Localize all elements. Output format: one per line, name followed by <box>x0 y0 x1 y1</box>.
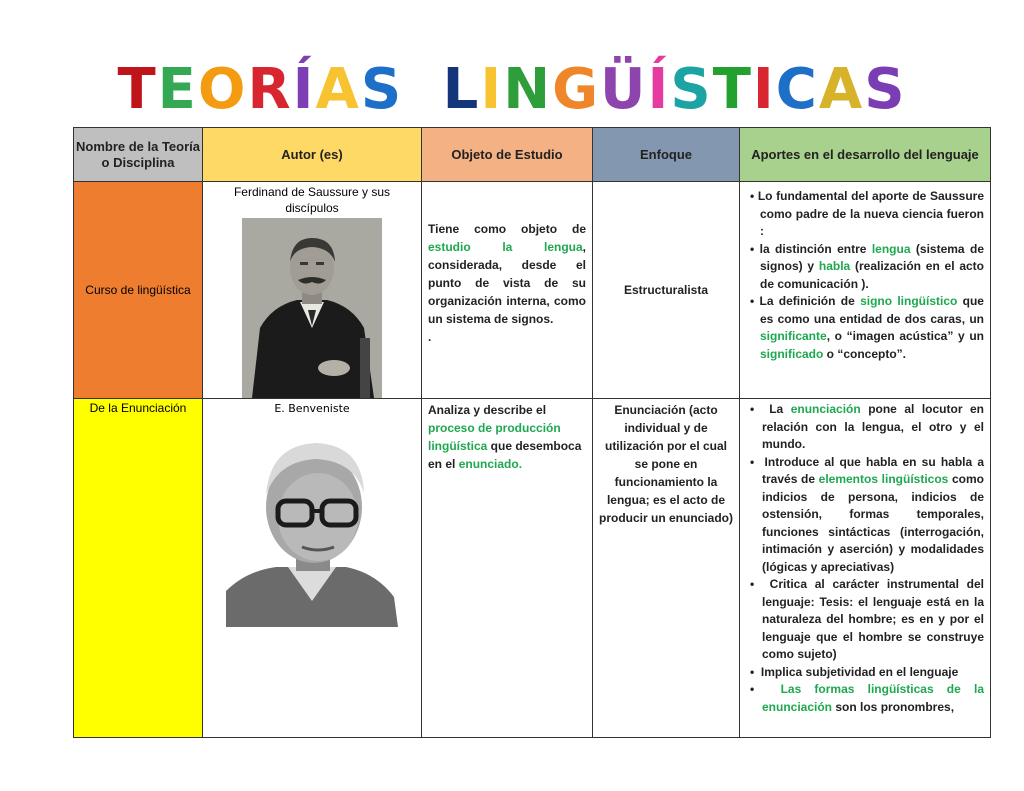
approach-text: Estructuralista <box>623 283 709 297</box>
contribution-text: Lo fundamental del aporte de Saussure como padre de la nueva ciencia fueron : <box>757 189 984 238</box>
page-title <box>0 54 1024 126</box>
contribution-text: Critica al carácter instrumental del lenguaje: Tesis: el lenguaje está en la naturaleza del hombre; es en y por el lenguaje que el hombre se construye como sujeto) <box>762 577 985 661</box>
object-text-part: que desemboca en el <box>428 439 582 471</box>
contributions-list <box>740 182 990 363</box>
table-row <box>74 182 991 399</box>
contribution-text: (sistema de signos) y <box>760 241 984 273</box>
contribution-text: (realización en el acto de comunicación ). <box>760 259 984 291</box>
bullet-icon: • <box>750 294 755 308</box>
approach-text: Enunciación (acto individual y de utilización por el cual se pone en funcionamiento la lengua; es el acto de producir un enunciado) <box>599 403 733 525</box>
list-item <box>746 664 984 682</box>
title-letter: N <box>503 57 553 122</box>
theories-table <box>73 127 991 738</box>
list-item <box>746 293 984 363</box>
title-letter: E <box>157 57 198 122</box>
theory-name: Curso de lingüística <box>85 283 191 297</box>
title-letter: I <box>752 57 776 122</box>
title-letter: S <box>864 57 907 122</box>
contribution-highlight: signo lingüístico <box>860 294 958 308</box>
title-letter: Í <box>647 57 671 122</box>
object-highlight: proceso de producción lingüística <box>428 421 561 453</box>
contributions-cell <box>740 399 991 738</box>
title-word-2 <box>443 54 907 126</box>
contribution-text: son los pronombres, <box>832 699 955 714</box>
list-item <box>746 401 984 454</box>
bullet-icon: • <box>750 664 755 679</box>
contribution-highlight: significado <box>760 346 824 361</box>
saussure-photo <box>242 218 382 398</box>
header-author: Autor (es) <box>203 128 422 182</box>
header-object: Objeto de Estudio <box>422 128 593 182</box>
header-approach: Enfoque <box>593 128 740 182</box>
contribution-text: o “concepto”. <box>823 346 907 361</box>
contribution-text: la distinción entre <box>759 241 872 256</box>
object-text-part: . <box>428 330 432 344</box>
object-text <box>422 399 592 479</box>
approach-cell <box>593 399 740 738</box>
list-item <box>746 188 984 241</box>
contribution-text: , o “imagen acústica” y un <box>826 329 984 343</box>
title-letter: S <box>670 57 713 122</box>
title-letter: O <box>197 57 248 122</box>
contribution-highlight: significante <box>760 329 827 343</box>
contribution-highlight: elementos lingüísticos <box>818 472 949 486</box>
list-item <box>746 241 984 294</box>
bullet-icon: • <box>750 454 755 469</box>
table-row <box>74 399 991 738</box>
title-letter: G <box>552 57 601 122</box>
contribution-highlight: habla <box>818 259 851 273</box>
object-text-part: , considerada, desde el punto de vista de su organización interna, como un sistema de signos. <box>428 240 586 326</box>
bullet-icon: • <box>750 241 755 256</box>
contribution-highlight: Las formas lingüísticas de la enunciación <box>762 682 984 714</box>
title-letter: S <box>360 57 404 122</box>
bullet-icon: • <box>750 402 755 416</box>
contribution-text: Implica subjetividad en el lenguaje <box>760 664 959 679</box>
object-cell <box>422 182 593 399</box>
object-cell <box>422 399 593 738</box>
list-item <box>746 681 984 716</box>
title-letter: A <box>315 57 361 122</box>
object-highlight: enunciado. <box>458 457 523 471</box>
list-item <box>746 576 984 664</box>
bullet-icon: • <box>750 577 755 591</box>
author-cell <box>203 399 422 738</box>
title-letter: C <box>775 57 819 122</box>
theory-name-cell <box>74 182 203 399</box>
list-item <box>746 454 984 577</box>
object-text-part: Tiene como objeto de <box>428 222 586 236</box>
contribution-highlight: enunciación <box>790 402 861 416</box>
bullet-icon: • <box>750 682 755 696</box>
title-letter: A <box>818 57 865 122</box>
contribution-highlight: lengua <box>871 241 911 256</box>
title-letter: T <box>712 57 753 122</box>
author-name: E. Benveniste <box>274 402 350 415</box>
title-letter: T <box>117 57 158 122</box>
title-letter: I <box>480 57 504 122</box>
theory-name-cell <box>74 399 203 738</box>
title-letter: Í <box>292 57 316 122</box>
contributions-cell <box>740 182 991 399</box>
title-letter: Ü <box>600 57 648 122</box>
object-text <box>422 182 592 352</box>
object-highlight: estudio la lengua <box>428 240 583 254</box>
contributions-list <box>740 399 990 716</box>
benveniste-photo <box>226 421 398 627</box>
contribution-text: Introduce al que habla en su habla a través de <box>762 454 985 486</box>
approach-cell <box>593 182 740 399</box>
title-letter: R <box>247 57 293 122</box>
title-word-1 <box>117 54 403 126</box>
contribution-text: La <box>769 402 791 416</box>
author-name: Ferdinand de Saussure y sus discípulos <box>233 185 391 215</box>
header-contributions: Aportes en el desarrollo del lenguaje <box>740 128 991 182</box>
bullet-icon: • <box>750 189 755 203</box>
contribution-text: pone al locutor en relación con la lengua, el otro y el mundo. <box>762 402 984 451</box>
object-text-part: Analiza y describe el <box>428 403 547 417</box>
title-letter: L <box>442 57 481 122</box>
contribution-text: que es como una entidad de dos caras, un <box>760 294 984 326</box>
author-cell <box>203 182 422 399</box>
theory-name: De la Enunciación <box>89 401 187 415</box>
header-row <box>74 128 991 182</box>
header-name: Nombre de la Teoría o Disciplina <box>74 128 203 182</box>
contribution-text: La definición de <box>759 294 861 308</box>
contribution-text: como indicios de persona, indicios de ostensión, formas temporales, funciones sintácticas (interrogación, intimación y aserción) y modalidades (lógicas y apreciativas) <box>762 472 984 574</box>
